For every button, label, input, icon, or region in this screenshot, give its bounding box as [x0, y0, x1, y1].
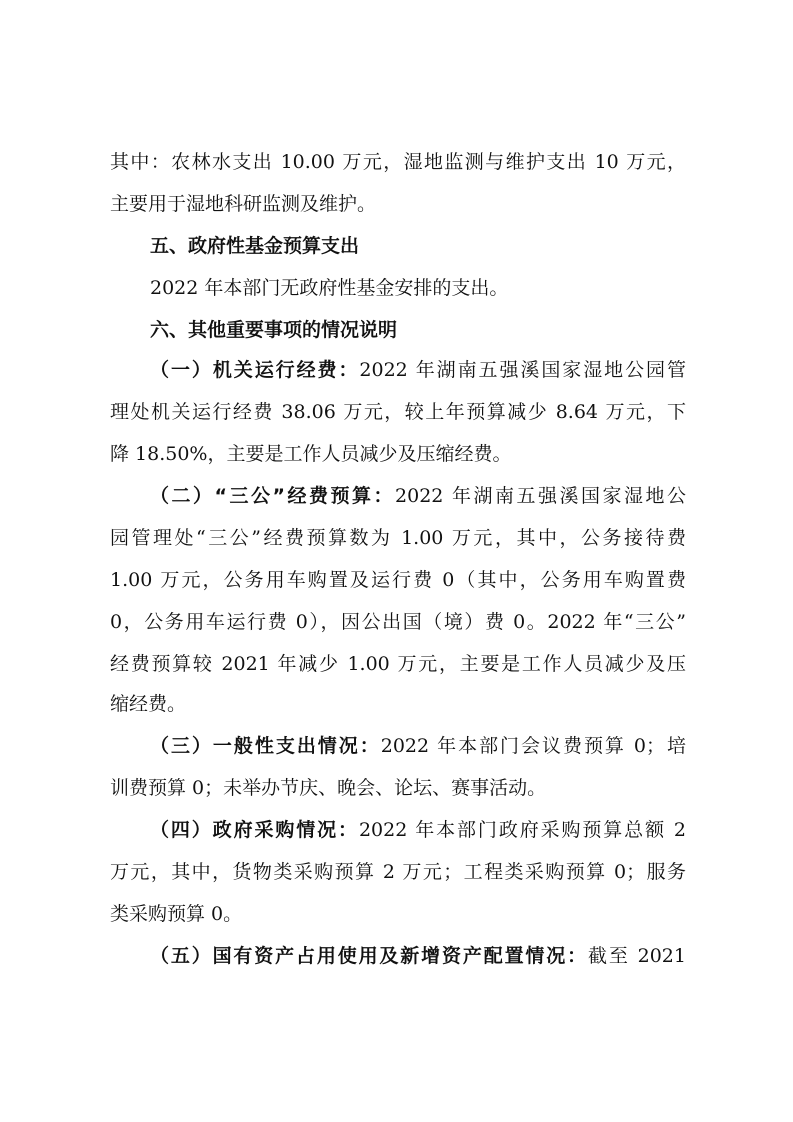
- item4-text: 2022 年本部门政府采购预算总额 2: [358, 819, 686, 841]
- item1-line-3: 降 18.50%，主要是工作人员减少及压缩经费。: [110, 443, 512, 465]
- item2-line-1: [150, 475, 686, 517]
- section6-heading: 六、其他重要事项的情况说明: [150, 319, 398, 341]
- item5-line-1: [150, 935, 686, 977]
- item2-line-5: 经费预算较 2021 年减少 1.00 万元，主要是工作人员减少及压: [110, 653, 686, 675]
- item3-text: 2022 年本部门会议费预算 0；培: [380, 735, 686, 757]
- item4-line-3: 类采购预算 0。: [110, 903, 243, 925]
- item5-text: 截至 2021: [588, 945, 686, 967]
- section5-body: 2022 年本部门无政府性基金安排的支出。: [150, 277, 509, 299]
- item2-line-2: 园管理处“三公”经费预算数为 1.00 万元，其中，公务接待费: [110, 527, 686, 549]
- item1-line-1: [150, 349, 686, 391]
- intro-line-2: 主要用于湿地科研监测及维护。: [110, 193, 377, 215]
- section5-heading: 五、政府性基金预算支出: [150, 235, 360, 257]
- item1-line-2: 理处机关运行经费 38.06 万元，较上年预算减少 8.64 万元，下: [110, 401, 686, 423]
- item2-line-3: 1.00 万元，公务用车购置及运行费 0（其中，公务用车购置费: [110, 569, 686, 591]
- item4-line-2: 万元，其中，货物类采购预算 2 万元；工程类采购预算 0；服务: [110, 861, 686, 883]
- item1-label: （一）机关运行经费：: [150, 359, 360, 381]
- item4-line-1: [150, 809, 686, 851]
- item3-line-1: [150, 725, 686, 767]
- item2-label: （二）“三公”经费预算：: [150, 485, 396, 507]
- item5-label: （五）国有资产占用使用及新增资产配置情况：: [150, 945, 589, 967]
- item3-label: （三）一般性支出情况：: [150, 735, 381, 757]
- item2-line-6: 缩经费。: [110, 693, 187, 715]
- intro-line-1: 其中：农林水支出 10.00 万元，湿地监测与维护支出 10 万元，: [110, 151, 686, 173]
- item2-line-4: 0，公务用车运行费 0），因公出国（境）费 0。2022 年“三公”: [110, 611, 686, 633]
- item1-text: 2022 年湖南五强溪国家湿地公园管: [359, 359, 686, 381]
- item3-line-2: 训费预算 0；未举办节庆、晚会、论坛、赛事活动。: [110, 777, 547, 799]
- item2-text: 2022 年湖南五强溪国家湿地公: [395, 485, 686, 507]
- item4-label: （四）政府采购情况：: [150, 819, 359, 841]
